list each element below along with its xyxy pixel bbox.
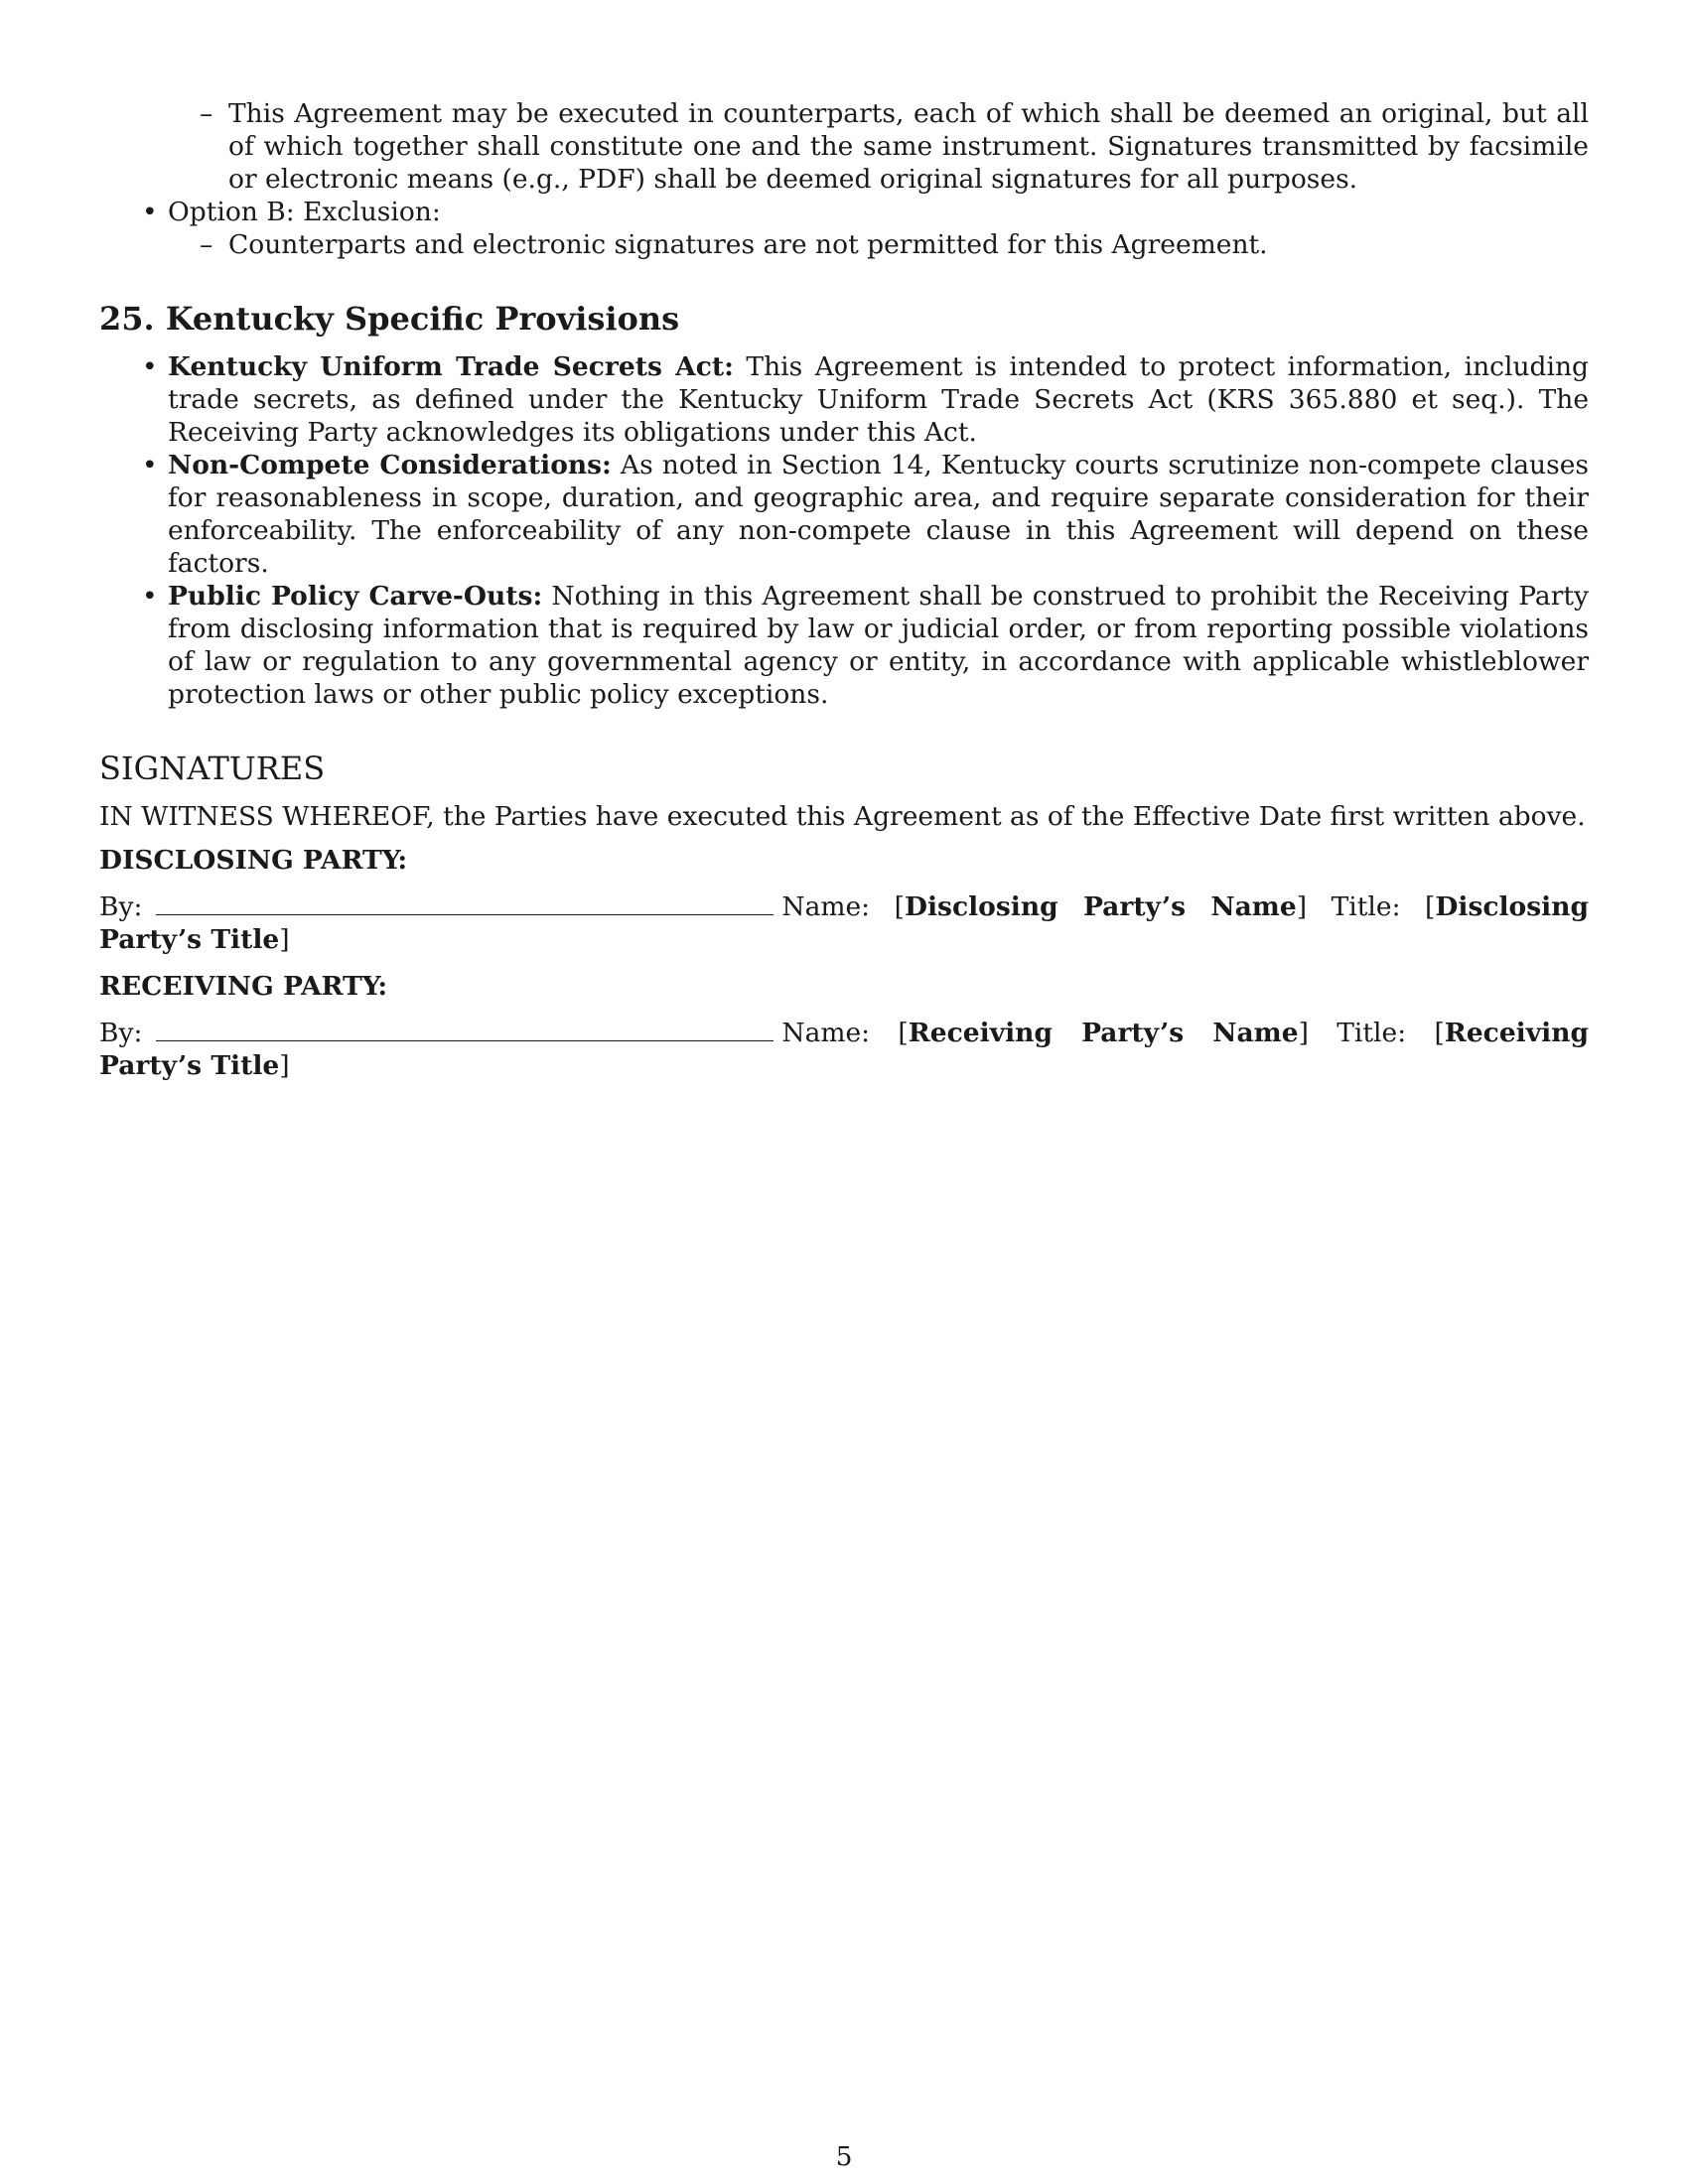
- by-label: By:: [99, 1018, 143, 1048]
- disclosing-name-placeholder: Disclosing Party’s Name: [905, 891, 1297, 922]
- provision-term: Non-Compete Considerations:: [168, 450, 612, 480]
- document-page: [99, 97, 1589, 1096]
- option-list: [168, 196, 1589, 261]
- receiving-name-placeholder: Receiving Party’s Name: [908, 1018, 1299, 1048]
- provision-term: Kentucky Uniform Trade Secrets Act:: [168, 351, 734, 382]
- option-b-sublist: [228, 228, 1589, 261]
- page-number: 5: [835, 2141, 853, 2172]
- witness-statement: IN WITNESS WHEREOF, the Parties have executed this Agreement as of the Effective Date first written above.: [99, 801, 1586, 832]
- list-item: [168, 350, 1589, 449]
- disclosing-signature-line[interactable]: [156, 892, 774, 915]
- option-b-label: Option B: Exclusion:: [168, 197, 441, 227]
- name-label: Name:: [781, 1018, 871, 1048]
- provision-term: Public Policy Carve-Outs:: [168, 581, 543, 612]
- receiving-title-placeholder: Receiving Party’s Title: [99, 1018, 1590, 1081]
- title-label: Title:: [1331, 891, 1401, 922]
- disclosing-title-placeholder: Disclosing Party’s Title: [99, 891, 1590, 955]
- option-b-clause: – Counterparts and electronic signatures are not permitted for this Agreement.: [228, 228, 1589, 261]
- provision-text: This Agreement is intended to protect information, including trade secrets, as defined under the Kentucky Uniform Trade Secrets Act (KRS 365.880 et seq.). The Receiving Party acknowledges its obligations under this Act.: [168, 351, 1589, 448]
- kentucky-provisions-list: [168, 350, 1589, 711]
- name-label: Name:: [781, 891, 871, 922]
- option-b-item: [168, 196, 1589, 261]
- provision-text: Nothing in this Agreement shall be construed to prohibit the Receiving Party from disclosing information that is required by law or judicial order, or from reporting possible violations of law or regulation to any governmental agency or entity, in accordance with applicable whistleblower protection laws or other public policy exceptions.: [168, 581, 1589, 710]
- list-item: [168, 449, 1589, 580]
- by-label: By:: [99, 891, 143, 922]
- signatures-heading: SIGNATURES: [99, 750, 326, 787]
- receiving-signature-line[interactable]: [156, 1019, 774, 1041]
- title-label: Title:: [1336, 1018, 1407, 1048]
- counterparts-clause: – This Agreement may be executed in counterparts, each of which shall be deemed an original, but all of which together shall constitute one and the same instrument. Signatures transmitted by facsimile or electronic means (e.g., PDF) shall be deemed original signatures for all purposes.: [228, 97, 1589, 196]
- provision-text: As noted in Section 14, Kentucky courts scrutinize non-compete clauses for reasonableness in scope, duration, and geographic area, and require separate consideration for their enforceability. The enforceability of any non-compete clause in this Agreement will depend on these factors.: [168, 450, 1589, 579]
- disclosing-party-label: DISCLOSING PARTY:: [99, 845, 408, 876]
- section-25-heading: 25. Kentucky Specific Provisions: [99, 300, 680, 338]
- list-item: [168, 580, 1589, 711]
- receiving-party-label: RECEIVING PARTY:: [99, 971, 388, 1002]
- disclosing-signature-block: By: Name: [Disclosing Party’s Name] Title: [Disclosing Party’s Title]: [99, 891, 1590, 955]
- counterparts-sublist: [228, 97, 1589, 196]
- receiving-signature-block: By: Name: [Receiving Party’s Name] Title: [Receiving Party’s Title]: [99, 1018, 1590, 1081]
